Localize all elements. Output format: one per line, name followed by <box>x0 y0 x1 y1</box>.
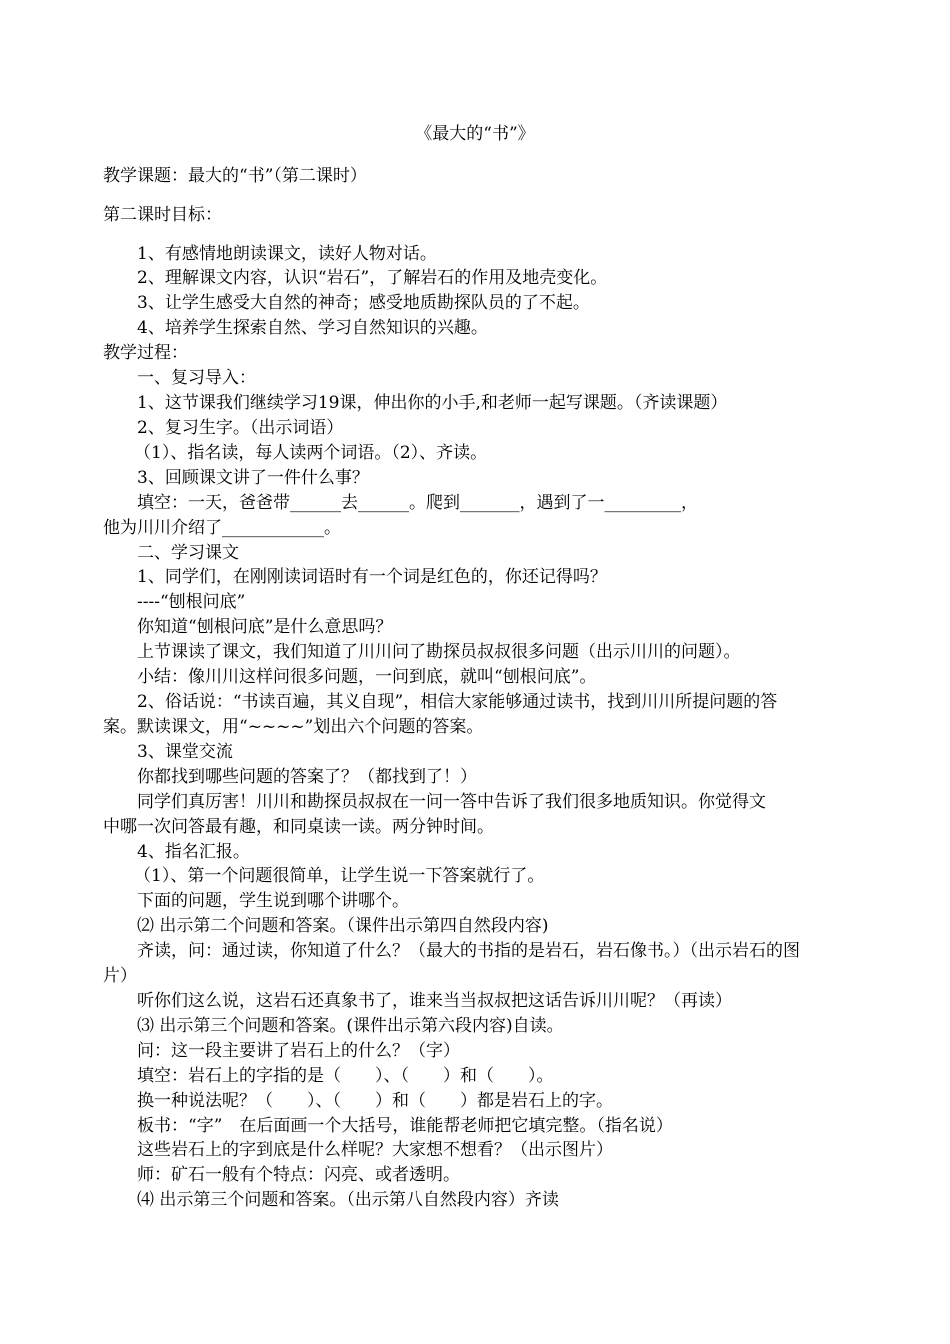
section-heading: 一、复习导入： <box>137 368 256 388</box>
body-line: 上节课读了课文，我们知道了川川问了勘探员叔叔很多问题（出示川川的问题）。 <box>137 642 741 662</box>
goal-item: 4、培养学生探索自然、学习自然知识的兴趣。 <box>137 318 488 338</box>
body-line: 2、复习生字。（出示词语） <box>137 418 344 438</box>
body-line: （1）、第一个问题很简单，让学生说一下答案就行了。 <box>134 866 545 886</box>
body-line: 1、这节课我们继续学习19课，伸出你的小手,和老师一起写课题。（齐读课题） <box>137 393 728 413</box>
body-line: ⑵ 出示第二个问题和答案。（课件出示第四自然段内容) <box>137 916 549 936</box>
fill-in-line: 填空：岩石上的字指的是（ ）、（ ）和（ ）。 <box>137 1066 554 1086</box>
goal-item: 2、理解课文内容，认识“岩石”，了解岩石的作用及地壳变化。 <box>137 268 608 288</box>
body-line: 1、同学们，在刚刚读词语时有一个词是红色的，你还记得吗？ <box>137 567 607 587</box>
fill-in-line: 他为川川介绍了____________。 <box>103 518 341 538</box>
body-line: ⑶ 出示第三个问题和答案。(课件出示第六段内容)自读。 <box>137 1016 564 1036</box>
section-heading: 二、学习课文 <box>137 543 239 563</box>
body-line: 3、课堂交流 <box>137 742 233 762</box>
goals-heading: 第二课时目标： <box>103 205 222 225</box>
body-line: ----“刨根问底” <box>137 592 246 612</box>
goal-item: 1、有感情地朗读课文，读好人物对话。 <box>137 244 437 264</box>
goal-item: 3、让学生感受大自然的神奇；感受地质勘探队员的了不起。 <box>137 293 590 313</box>
body-line: 板书：“字” 在后面画一个大括号，谁能帮老师把它填完整。（指名说） <box>137 1116 673 1136</box>
body-line: 案。默读课文，用“~~~~”划出六个问题的答案。 <box>103 717 484 737</box>
body-line: 同学们真厉害！川川和勘探员叔叔在一问一答中告诉了我们很多地质知识。你觉得文 <box>137 792 766 812</box>
body-line: 听你们这么说，这岩石还真象书了，谁来当当叔叔把这话告诉川川呢？（再读） <box>137 991 732 1011</box>
body-line: 中哪一次问答最有趣，和同桌读一读。两分钟时间。 <box>103 817 494 837</box>
body-line: 问：这一段主要讲了岩石上的什么？（字） <box>137 1041 460 1061</box>
body-line: （1）、指名读，每人读两个词语。（2）、齐读。 <box>134 443 488 463</box>
body-line: 3、回顾课文讲了一件什么事？ <box>137 468 369 488</box>
body-line: 小结：像川川这样问很多问题，一问到底，就叫“刨根问底”。 <box>137 667 597 687</box>
lesson-subject: 教学课题：最大的“书”（第二课时） <box>103 166 367 186</box>
fill-in-line: 换一种说法呢？（ ）、（ ）和（ ）都是岩石上的字。 <box>137 1091 613 1111</box>
body-line: 你知道“刨根问底”是什么意思吗？ <box>137 617 393 637</box>
body-line: 2、俗话说：“书读百遍，其义自现”，相信大家能够通过读书，找到川川所提问题的答 <box>137 692 778 712</box>
body-line: ⑷ 出示第三个问题和答案。（出示第八自然段内容）齐读 <box>137 1190 559 1210</box>
body-line: 师：矿石一般有个特点：闪亮、或者透明。 <box>137 1165 460 1185</box>
document-title: 《最大的“书”》 <box>415 124 535 144</box>
body-line: 这些岩石上的字到底是什么样呢？大家想不想看？（出示图片） <box>137 1140 613 1160</box>
body-line: 片） <box>103 966 137 986</box>
body-line: 齐读，问：通过读，你知道了什么？（最大的书指的是岩石，岩石像书。）（出示岩石的图 <box>137 941 800 961</box>
body-line: 你都找到哪些问题的答案了？（都找到了！） <box>137 767 477 787</box>
body-line: 4、指名汇报。 <box>137 842 250 862</box>
body-line: 下面的问题，学生说到哪个讲哪个。 <box>137 891 409 911</box>
process-heading: 教学过程： <box>103 343 188 363</box>
fill-in-line: 填空：一天，爸爸带______去______。爬到_______，遇到了一_________， <box>137 493 698 513</box>
